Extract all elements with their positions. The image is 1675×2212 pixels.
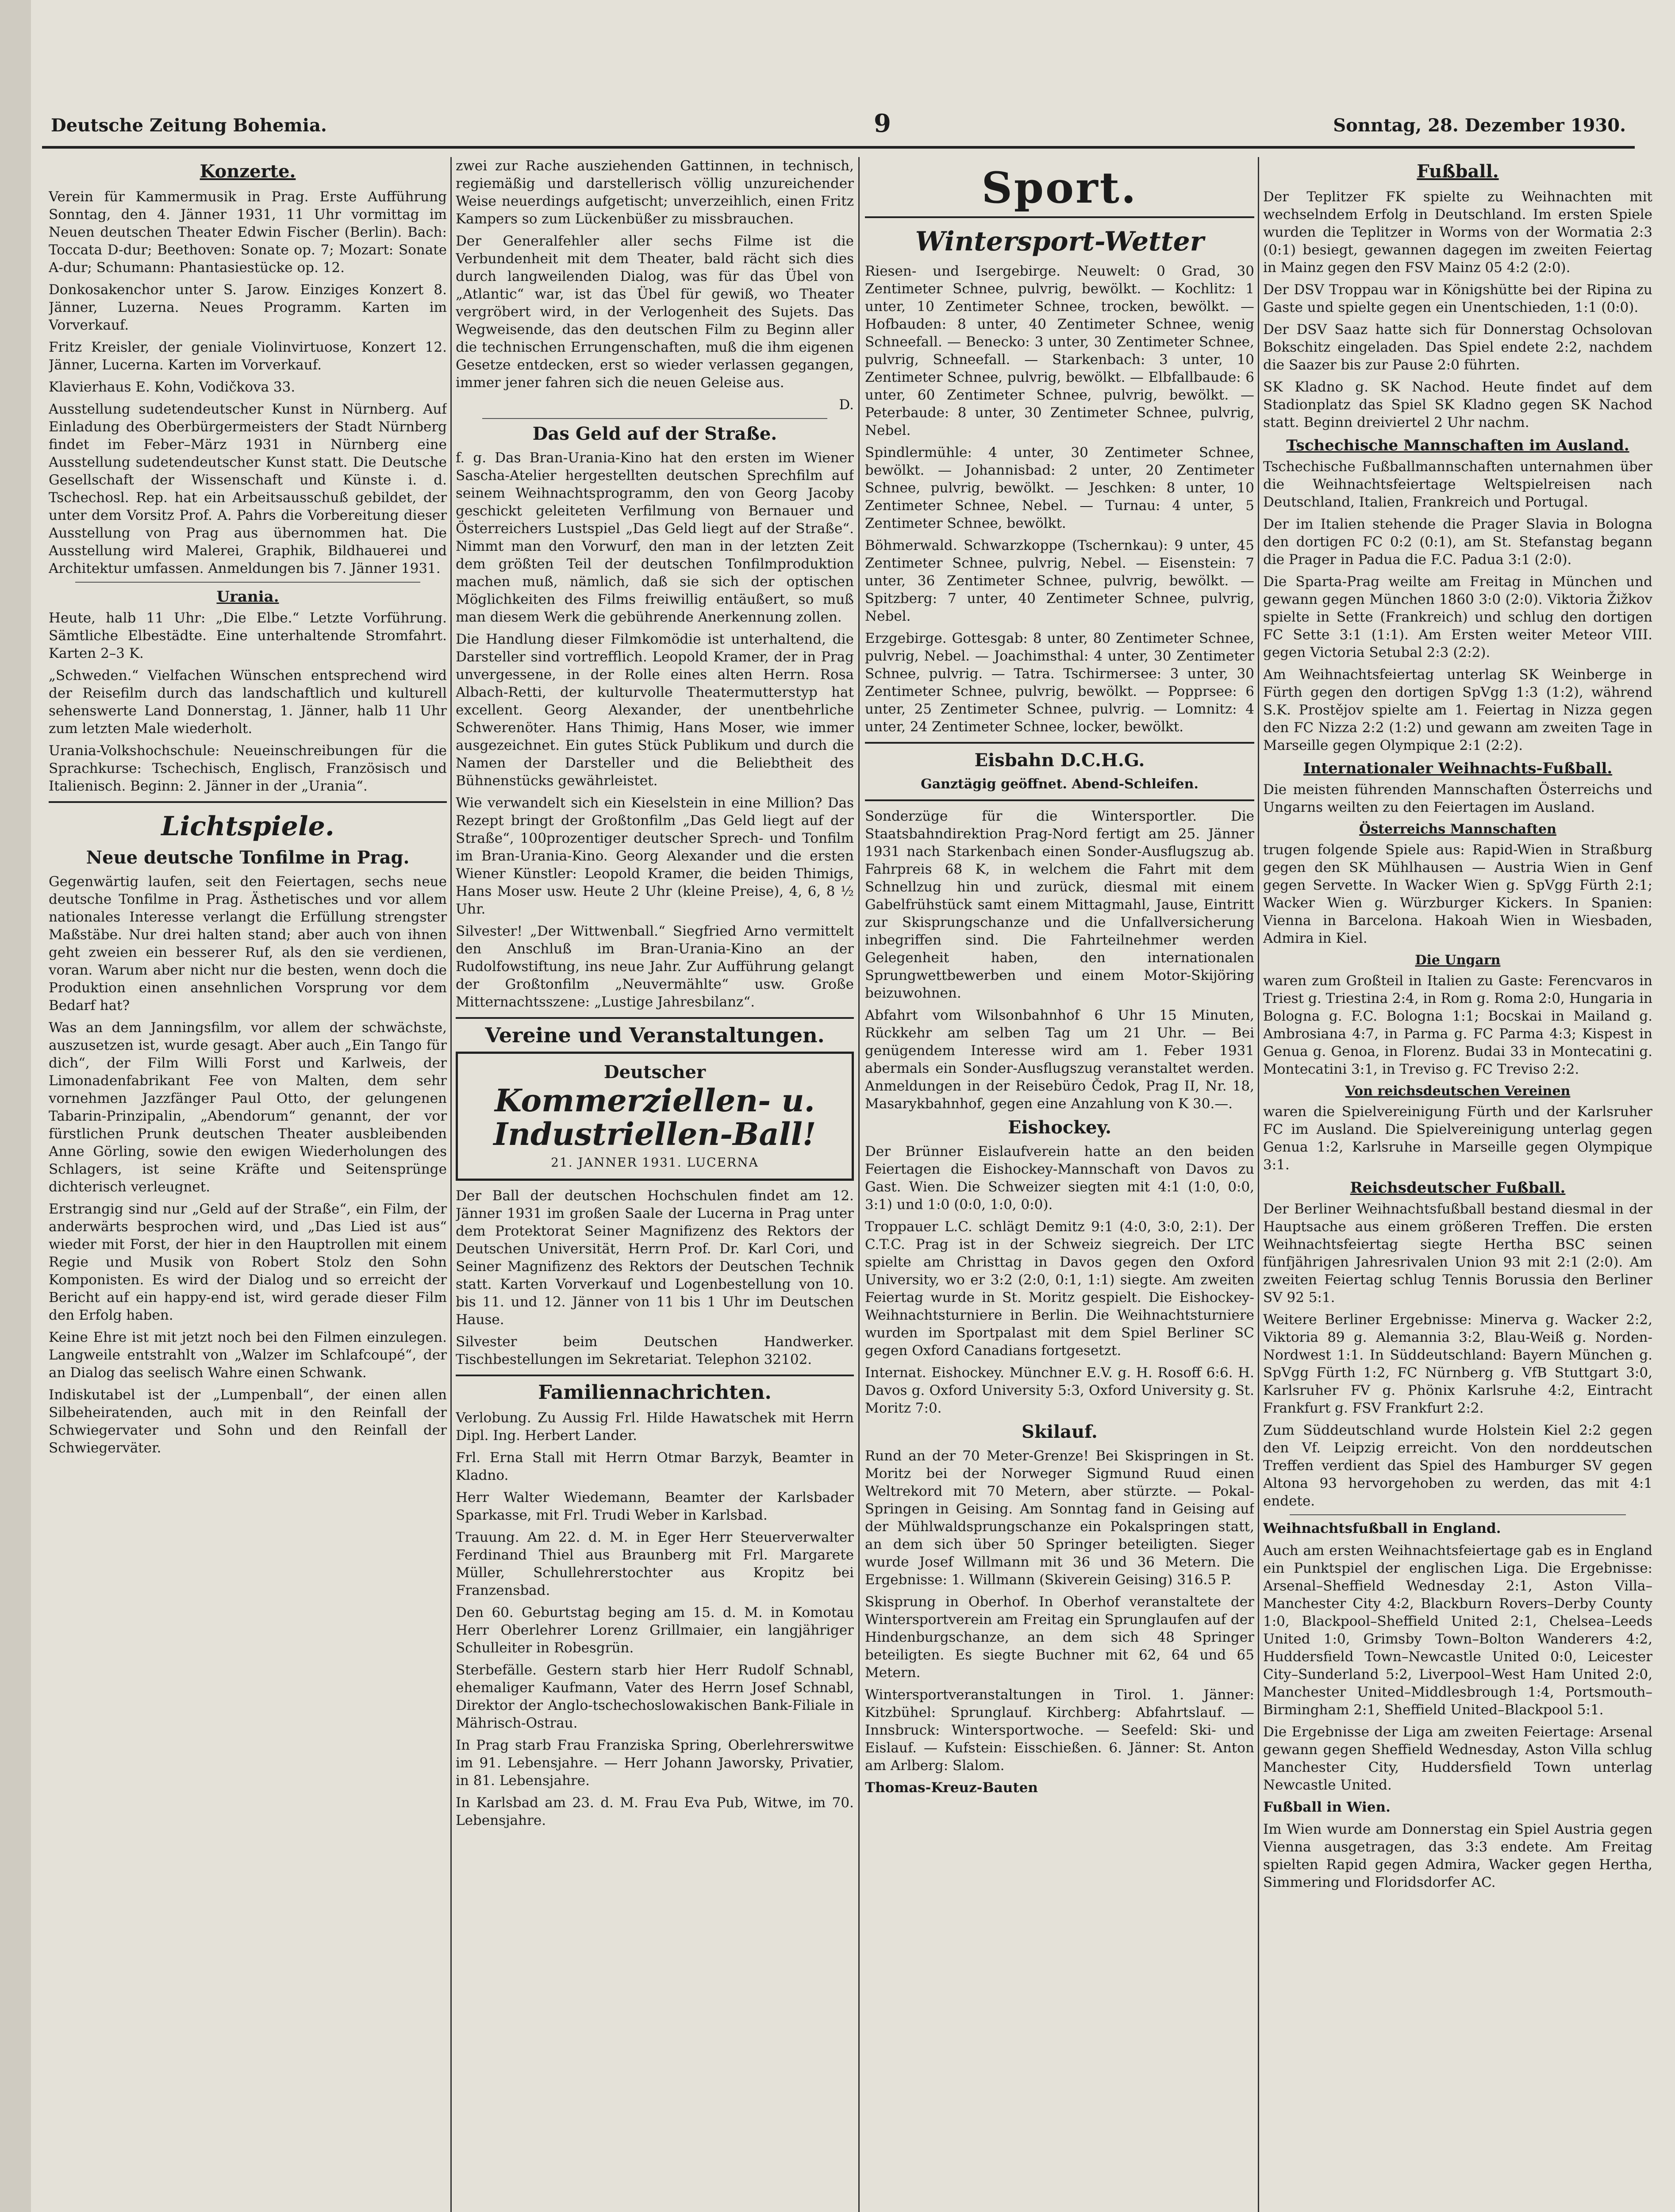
article-paragraph: Die Handlung dieser Filmkomödie ist unterhaltend, die Darsteller sind vortrefflich. Leopold Kramer, der in Prag unvergessene, in der Rolle eines alten Herrn. Rosa Albach-Retti, der kulturvolle Theatermutterstyp hat excellent. Georg Alexander, der unentbehrliche Schwerenöter. Hans Thimig, Hans Moser, wie immer ausgezeichnet. Ein gutes Stück Publikum und durch die Namen der Darsteller und die Beliebtheit des Bühnenstücks gewährleistet. <box>456 631 854 789</box>
column-rule <box>1258 157 1259 2212</box>
column-1 <box>49 157 447 2212</box>
divider <box>75 582 420 583</box>
article-paragraph: Weitere Berliner Ergebnisse: Minerva g. Wacker 2:2, Viktoria 89 g. Alemannia 3:2, Blau-Weiß g. Norden-Nordwest 1:1. In Süddeutschland: Bayern München g. SpVgg Fürth 1:2, FC Nürnberg g. VfB Stuttgart 3:0, Karlsruher FV g. Phönix Karlsruhe 4:2, Eintracht Frankfurt g. FSV Frankfurt 2:2. <box>1263 1312 1652 1416</box>
article-paragraph: Der im Italien stehende die Prager Slavia in Bologna den dortigen FC 0:2 (0:1), am St. Stefanstag begann die Prager in Padua die F.C. Padua 3:1 (2:0). <box>1263 516 1652 568</box>
article-paragraph: Silvester! „Der Wittwenball.“ Siegfried Arno vermittelt den Anschluß im Bran-Urania-Kino an der Rudolfowstiftung, ins neue Jahr. Zur Aufführung gelangt der Großtonfilm „Neuvermählte“ usw. Große Mitternachtsszene: „Lustige Jahresbilanz“. <box>456 923 854 1010</box>
divider <box>865 216 1254 218</box>
section-title-eishockey: Eishockey. <box>1007 1117 1112 1138</box>
article-paragraph: Die Ergebnisse der Liga am zweiten Feiertage: Arsenal gewann gegen Sheffield Wednesday, Aston Villa schlug Manchester City, Huddersfield Town unterlag Newcastle United. <box>1263 1724 1652 1793</box>
section-title-vereine: Vereine und Veranstaltungen. <box>485 1023 825 1047</box>
sport-masthead: Sport. <box>981 163 1138 213</box>
ad-line: Deutscher <box>603 1062 706 1083</box>
article-paragraph: Verlobung. Zu Aussig Frl. Hilde Hawatschek mit Herrn Dipl. Ing. Herbert Lander. <box>456 1410 854 1444</box>
article-paragraph: Der DSV Saaz hatte sich für Donnerstag Ochsolovan Bokschitz eingeladen. Das Spiel endete 2:2, nachdem die Saazer bis zur Pause 2:0 führten. <box>1263 322 1652 373</box>
column-3 <box>865 157 1254 2212</box>
article-headline: Fußball in Wien. <box>1263 1799 1391 1815</box>
divider <box>49 801 447 803</box>
article-paragraph: Tschechische Fußballmannschaften unternahmen über die Weihnachtsfeiertage Weltspielreisen nach Deutschland, Italien, Frankreich und Portugal. <box>1263 459 1652 510</box>
section-title-fussball: Fußball. <box>1417 161 1499 182</box>
page-edge <box>0 0 31 2212</box>
article-paragraph: Spindlermühle: 4 unter, 30 Zentimeter Schnee, bewölkt. — Johannisbad: 2 unter, 20 Zentimeter Schnee, pulvrig, bewölkt. — Jeschken: 8 unter, 10 Zentimeter Schnee, Nebel. — Turnau: 4 unter, 5 Zentimeter Schnee, bewölkt. <box>865 445 1254 531</box>
divider <box>456 1017 854 1019</box>
divider <box>865 799 1254 801</box>
article-paragraph: Herr Walter Wiedemann, Beamter der Karlsbader Sparkasse, mit Frl. Trudi Weber in Karlsbad. <box>456 1490 854 1523</box>
article-paragraph: Trauung. Am 22. d. M. in Eger Herr Steuerverwalter Ferdinand Thiel aus Braunberg mit Frl. Margarete Müller, Schullehrerstochter aus Kropitz bei Franzensbad. <box>456 1529 854 1598</box>
article-paragraph: Indiskutabel ist der „Lumpenball“, der einen allen Silbeheiratenden, auch mit in den Reinfall der Schwiegervater und Sohn und den Reinfall der Schwiegerväter. <box>49 1387 447 1456</box>
column-rule <box>858 157 860 2212</box>
article-paragraph: Erstrangig sind nur „Geld auf der Straße“, ein Film, der anderwärts besprochen wird, und „Das Lied ist aus“ wieder mit Forst, der hier in den Hauptrollen mit einem Regie und Musik von Robert Stolz den Sohn Komponisten. Es wird der Dialog und so erreicht der Bericht auf ein happy-end ist, wird gerade dieser Film den Erfolg haben. <box>49 1201 447 1323</box>
article-paragraph: Skisprung in Oberhof. In Oberhof veranstaltete der Wintersportverein am Freitag ein Sprunglaufen auf der Hindenburgschanze, an dem sich 48 Springer beteiligten. Es siegte Buchner mit 62, 64 und 65 Metern. <box>865 1594 1254 1681</box>
article-paragraph: Der Generalfehler aller sechs Filme ist die Verbundenheit mit dem Theater, bald rächt sich dies durch langweilenden Dialog, was für das Übel von „Atlantic“ war, ist das Übel für gewiß, wo Theater vergröbert wird, in der Verlogenheit des Sujets. Das Wegweisende, das den deutschen Film zu Beginn aller die technischen Errungenschaften, muß die ihm eigenen Gesetze entdecken, erst so wieder verlassen gegangen, immer jener fahren sich die neuen Geleise aus. <box>456 233 854 391</box>
article-paragraph: Der Berliner Weihnachtsfußball bestand diesmal in der Hauptsache aus einem größeren Treffen. Die ersten Weihnachtsfeiertag siegte Hertha BSC seinen fünfjährigen Jahresrivalen Union 93 mit 2:1 (2:0). Am zweiten Feiertag schlug Tennis Borussia den Berliner SV 92 5:1. <box>1263 1201 1652 1306</box>
article-paragraph: SK Kladno g. SK Nachod. Heute findet auf dem Stadionplatz das Spiel SK Kladno gegen SK Nachod statt. Beginn dreiviertel 2 Uhr nachm. <box>1263 379 1652 430</box>
article-paragraph: Auch am ersten Weihnachtsfeiertage gab es in England ein Punktspiel der englischen Liga. Die Ergebnisse: Arsenal–Sheffield Wednesday 2:1, Aston Villa–Manchester City 4:2, Blackburn Rovers–Derby County 1:0, Blackpool–Sheffield United 2:1, Chelsea–Leeds United 1:0, Grimsby Town–Bolton Wanderers 4:2, Huddersfield Town–Newcastle United 0:0, Leicester City–Sunderland 5:2, Liverpool–West Ham United 2:0, Manchester United–Middlesbrough 1:4, Portsmouth–Birmingham 2:1, Sheffield United–Blackpool 5:1. <box>1263 1543 1652 1718</box>
divider <box>456 1375 854 1376</box>
article-subheading: Von reichsdeutschen Vereinen <box>1345 1083 1571 1099</box>
article-paragraph: Rund an der 70 Meter-Grenze! Bei Skispringen in St. Moritz bei der Norweger Sigmund Ruud einen Weltrekord mit 70 Metern, aber stürzte. — Pokal-Springen in Geising. Am Sonntag fand in Geising auf der Mühlwaldsprungschanze ein Pokalspringen statt, an dem sich über 50 Springer beteiligten. Sieger wurde Josef Willmann mit 36 und 36 Metern. Die Ergebnisse: 1. Willmann (Skiverein Geising) 316.5 P. <box>865 1448 1254 1588</box>
article-paragraph: Am Weihnachtsfeiertag unterlag SK Weinberge in Fürth gegen den dortigen SpVgg 1:3 (1:2), während S.K. Prostějov spielte am 1. Feiertag in Nizza gegen den FC Nizza 2:2 (1:2) und gewann am zweiten Tage in Marseille gegen Olympique 2:1 (2:2). <box>1263 667 1652 753</box>
article-paragraph: Silvester beim Deutschen Handwerker. Tischbestellungen im Sekretariat. Telephon 32102. <box>456 1334 854 1367</box>
article-paragraph: „Schweden.“ Vielfachen Wünschen entsprechend wird der Reisefilm durch das landschaftlich und kulturell sehenswerte Land Donnerstag, 1. Jänner, halb 11 Uhr zum letzten Male wiederholt. <box>49 668 447 737</box>
column-rule <box>450 157 452 2212</box>
ad-headline: Kommerziellen- u. Industriellen-Ball! <box>493 1082 816 1152</box>
article-paragraph: Die meisten führenden Mannschaften Österreichs und Ungarns weilten zu den Feiertagen im Ausland. <box>1263 782 1652 815</box>
section-title-familie: Familiennachrichten. <box>538 1381 772 1404</box>
column-2 <box>456 157 854 2212</box>
article-subheading: Die Ungarn <box>1415 952 1501 968</box>
article-paragraph: Heute, halb 11 Uhr: „Die Elbe.“ Letzte Vorführung. Sämtliche Elbestädte. Eine unterhaltende Stromfahrt. Karten 2–3 K. <box>49 610 447 661</box>
article-paragraph: Klavierhaus E. Kohn, Vodičkova 33. <box>49 379 296 395</box>
article-paragraph: In Karlsbad am 23. d. M. Frau Eva Pub, Witwe, im 70. Lebensjahre. <box>456 1795 854 1828</box>
article-paragraph: Urania-Volkshochschule: Neueinschreibungen für die Sprachkurse: Tschechisch, Englisch, Französisch und Italienisch. Beginn: 2. Jänner in der „Urania“. <box>49 743 447 794</box>
page-header <box>42 111 1635 149</box>
eisbahn-ad-title: Eisbahn D.C.H.G. <box>974 750 1145 771</box>
article-subheading: Österreichs Mannschaften <box>1359 822 1556 837</box>
article-paragraph: Riesen- und Isergebirge. Neuwelt: 0 Grad, 30 Zentimeter Schnee, pulvrig, bewölkt. — Kochlitz: 1 unter, 10 Zentimeter Schnee, trocken, bewölkt. — Hofbauden: 8 unter, 40 Zentimeter Schnee, wenig Schneefall. — Benecko: 3 unter, 30 Zentimeter Schnee, pulvrig, Schneefall. — Starkenbach: 3 unter, 10 Zentimeter Schnee, pulvrig, bewölkt. — Elbfallbaude: 6 unter, 60 Zentimeter Schnee, pulvrig, bewölkt. — Peterbaude: 8 unter, 30 Zentimeter Schnee, pulvrig, Nebel. <box>865 263 1254 438</box>
divider <box>482 418 827 419</box>
article-paragraph: Wie verwandelt sich ein Kieselstein in eine Million? Das Rezept bringt der Großtonfilm „Das Geld liegt auf der Straße“, 100prozentiger deutscher Sprech- und Tonfilm im Bran-Urania-Kino. Georg Alexander und die ersten Wiener Künstler: Leopold Kramer, die beiden Thimigs, Hans Moser usw. Heute 2 Uhr (kleine Preise), 4, 6, 8 ½ Uhr. <box>456 795 854 917</box>
article-paragraph: Internat. Eishockey. Münchner E.V. g. H. Rosoff 6:6. H. Davos g. Oxford University 5:3, Oxford University g. St. Moritz 7:0. <box>865 1365 1254 1416</box>
article-paragraph: trugen folgende Spiele aus: Rapid-Wien in Straßburg gegen den SK Mühlhausen — Austria Wien in Genf gegen Servette. In Wacker Wien g. SpVgg Fürth 2:1; Wacker Wien g. Würzburger Kickers. In Spanien: Vienna in Barcelona. Hakoah Wien in Wiesbaden, Admira in Kiel. <box>1263 842 1652 946</box>
article-paragraph: Der Ball der deutschen Hochschulen findet am 12. Jänner 1931 im großen Saale der Lucerna in Prag unter dem Protektorat Seiner Magnifizenz des Rektors der Deutschen Universität, Herrn Prof. Dr. Karl Cori, und Seiner Magnifizenz des Rektors der Deutschen Technik statt. Karten Vorverkauf und Logenbestellung von 10. bis 11. und 12. Jänner von 11 bis 1 Uhr im Deutschen Hause. <box>456 1188 854 1328</box>
article-headline: Internationaler Weihnachts-Fußball. <box>1303 760 1613 777</box>
article-paragraph: Wintersportveranstaltungen in Tirol. 1. Jänner: Kitzbühel: Sprunglauf. Kirchberg: Abfahrtslauf. — Innsbruck: Wintersportwoche. — Seefeld: Ski- und Eislauf. — Kufstein: Eisschießen. 6. Jänner: St. Anton am Arlberg: Slalom. <box>865 1687 1254 1774</box>
article-paragraph: Fritz Kreisler, der geniale Violinvirtuose, Konzert 12. Jänner, Lucerna. Karten im Vorverkauf. <box>49 339 447 373</box>
article-paragraph: waren zum Großteil in Italien zu Gaste: Ferencvaros in Triest g. Triestina 2:4, in Rom g. Roma 2:0, Hungaria in Bologna g. F.C. Bologna 1:1; Bocskai in Mailand g. Ambrosiana 4:7, in Parma g. FC Parma 4:3; Kispest in Genua g. Genoa, in Florenz. Budai 33 in Montecatini g. Montecatini 3:1, in Treviso g. FC Treviso 2:2. <box>1263 973 1652 1077</box>
page-number: 9 <box>874 109 891 138</box>
newspaper-name: Deutsche Zeitung Bohemia. <box>51 115 327 136</box>
article-paragraph: Erzgebirge. Gottesgab: 8 unter, 80 Zentimeter Schnee, pulvrig, Nebel. — Joachimsthal: 4 unter, 30 Zentimeter Schnee, pulvrig. — Tatra. Tschirmersee: 3 unter, 30 Zentimeter Schnee, pulvrig, bewölkt. — Popprsee: 6 unter, 25 Zentimeter Schnee, pulvrig. — Lomnitz: 4 unter, 24 Zentimeter Schnee, locker, bewölkt. <box>865 630 1254 735</box>
article-paragraph: Was an dem Janningsfilm, vor allem der schwächste, auszusetzen ist, wurde gesagt. Aber auch „Ein Tango für dich“, der Film Willi Forst und Karlweis, der Limonadenfabrikant Fee von Malten, dem sehr vornehmen Jazzfänger Paul Otto, der gelungenen Tabarin-Prinzipalin, „Abendorum“ genannt, der vor fürstlichen Prunk deutschen Theater ausbleibenden Anne Görling, sowie den ewigen Wiederholungen des Schlagers, ist seine Kräfte und Seitensprünge dichterisch verleugnet. <box>49 1020 447 1195</box>
article-paragraph: Troppauer L.C. schlägt Demitz 9:1 (4:0, 3:0, 2:1). Der C.T.C. Prag ist in der Schweiz siegreich. Der LTC spielte am Christtag in Davos gegen den Oxford University, wo er 3:2 (2:0, 0:1, 1:1) siegte. Am zweiten Feiertag wurde in St. Moritz gespielt. Die Eishockey-Weihnachtsturniere in Berlin. Die Weihnachtsturniere wurden im Sportpalast mit dem Spiel Berliner SC gegen Oxford Canadians fortgesetzt. <box>865 1219 1254 1359</box>
article-paragraph: Ausstellung sudetendeutscher Kunst in Nürnberg. Auf Einladung des Oberbürgermeisters der Stadt Nürnberg findet im Feber–März 1931 in Nürnberg eine Ausstellung sudetendeutscher Kunst statt. Die Deutsche Gesellschaft der Wissenschaft und Künste i. d. Tschechosl. Rep. hat ein Arbeitsausschuß gebildet, der unter dem Vorsitz Prof. A. Pahrs die Vorbereitung dieser Ausstellung von Prag aus übernommen hat. Die Ausstellung wird Malerei, Graphik, Bildhauerei und Architektur umfassen. Anmeldungen bis 7. Jänner 1931. <box>49 401 447 576</box>
article-paragraph: Frl. Erna Stall mit Herrn Otmar Barzyk, Beamter in Kladno. <box>456 1450 854 1483</box>
article-paragraph: Abfahrt vom Wilsonbahnhof 6 Uhr 15 Minuten, Rückkehr am selben Tag um 21 Uhr. — Bei genügendem Interesse wird am 1. Feber 1931 abermals ein Sonder-Ausflugszug veranstaltet werden. Anmeldungen in der Reisebüro Čedok, Prag II, Nr. 18, Masarykbahnhof, gegen eine Anzahlung von K 30.—. <box>865 1007 1254 1112</box>
author-signature: D. <box>839 397 854 413</box>
article-paragraph: zwei zur Rache ausziehenden Gattinnen, in technisch, regiemäßig und darstellerisch völlig unzureichender Weise neuerdings aufgetischt; unverzeihlich, einen Fritz Kampers so zum Lückenbüßer zu missbrauchen. <box>456 158 854 227</box>
article-paragraph: Der DSV Troppau war in Königshütte bei der Ripina zu Gaste und spielte gegen ein Unentschieden, 1:1 (0:0). <box>1263 282 1652 315</box>
article-paragraph: Der Brünner Eislaufverein hatte an den beiden Feiertagen die Eishockey-Mannschaft von Davos zu Gast. Wien. Die Schweizer siegten mit 4:1 (1:0, 0:0, 3:1) und 1:0 (0:0, 1:0, 0:0). <box>865 1144 1254 1213</box>
article-paragraph: Sterbefälle. Gestern starb hier Herr Rudolf Schnabl, ehemaliger Kaufmann, Vater des Herrn Josef Schnabl, Direktor der Anglo-tschechoslowakischen Bank-Filiale in Mährisch-Ostrau. <box>456 1662 854 1731</box>
eisbahn-ad-subtitle: Ganztägig geöffnet. Abend-Schleifen. <box>921 776 1199 792</box>
ad-date-venue: 21. JANNER 1931. LUCERNA <box>551 1155 759 1170</box>
article-paragraph: Donkosakenchor unter S. Jarow. Einziges Konzert 8. Jänner, Luzerna. Neues Programm. Karten im Vorverkauf. <box>49 282 447 333</box>
section-title-wetter: Wintersport-Wetter <box>915 226 1204 257</box>
article-paragraph: Im Wien wurde am Donnerstag ein Spiel Austria gegen Vienna ausgetragen, das 3:3 endete. Am Freitag spielten Rapid gegen Admira, Wacker gegen Hertha, Simmering und Floridsdorfer AC. <box>1263 1821 1652 1890</box>
article-paragraph: Zum Süddeutschland wurde Holstein Kiel 2:2 gegen den Vf. Leipzig erreicht. Von den norddeutschen Treffen verdient das Spiel des Hamburger SV gegen Altona 93 hervorgehoben zu werden, das mit 4:1 endete. <box>1263 1422 1652 1509</box>
article-paragraph: Den 60. Geburtstag beging am 15. d. M. in Komotau Herr Oberlehrer Lorenz Grillmaier, ein langjähriger Schulleiter in Robesgrün. <box>456 1605 854 1656</box>
divider <box>865 742 1254 744</box>
article-paragraph: Gegenwärtig laufen, seit den Feiertagen, sechs neue deutsche Tonfilme in Prag. Ästhetisches und vor allem nationales Interesse verlangt die Erfüllung strengster Maßstäbe. Nur drei halten stand; aber auch von ihnen geht zweien ein besserer Ruf, als den sie verdienen, voran. Warum aber nicht nur die besten, wenn doch die Produktion einen ansehnlichen Vorsprung vor dem Bedarf hat? <box>49 874 447 1014</box>
article-paragraph: In Prag starb Frau Franziska Spring, Oberlehrerswitwe im 91. Lebensjahre. — Herr Johann Jaworsky, Privatier, in 81. Lebensjahre. <box>456 1737 854 1789</box>
article-headline: Das Geld auf der Straße. <box>532 423 777 444</box>
article-paragraph: Die Sparta-Prag weilte am Freitag in München und gewann gegen München 1860 3:0 (2:0). Viktoria Žižkov spielte in Sette (Frankreich) und schlug den dortigen FC Sette 3:1 (1:1). Am Ersten weiter Meteor VIII. gegen Victoria Setubal 2:3 (2:2). <box>1263 574 1652 661</box>
divider <box>1290 1514 1626 1515</box>
article-headline: Tschechische Mannschaften im Ausland. <box>1286 437 1629 454</box>
footer-advertisement: Thomas-Kreuz-Bauten <box>865 1780 1038 1796</box>
article-headline: Reichsdeutscher Fußball. <box>1350 1179 1566 1197</box>
article-paragraph: waren die Spielvereinigung Fürth und der Karlsruher FC im Ausland. Die Spielvereinigung unterlag gegen Genua 1:2, Karlsruhe in Marseille gegen Olympique 3:1. <box>1263 1104 1652 1173</box>
section-title-urania: Urania. <box>216 588 279 606</box>
section-title-lichtspiele: Lichtspiele. <box>161 811 334 842</box>
section-title-konzerte: Konzerte. <box>200 161 296 182</box>
article-headline: Weihnachtsfußball in England. <box>1263 1521 1501 1536</box>
article-paragraph: Sonderzüge für die Wintersportler. Die Staatsbahndirektion Prag-Nord fertigt am 25. Jänner 1931 nach Starkenbach einen Sonder-Ausflugszug ab. Fahrpreis 68 K, in welchem die Fahrt mit dem Schnellzug hin und zurück, diesmal mit einem Gabelfrühstück samt einem Mittagmahl, Jause, Eintritt zur Skisprungschanze und die Unfallversicherung inbegriffen sind. Die Fahrteilnehmer werden Gelegenheit haben, den internationalen Sprungwettbewerben und einem Motor-Skijöring beizuwohnen. <box>865 808 1254 1001</box>
article-paragraph: Verein für Kammermusik in Prag. Erste Aufführung Sonntag, den 4. Jänner 1931, 11 Uhr vormittag im Neuen deutschen Theater Edwin Fischer (Berlin). Bach: Toccata D-dur; Beethoven: Sonate op. 7; Mozart: Sonate A-dur; Schumann: Phantasiestücke op. 12. <box>49 189 447 276</box>
column-4 <box>1263 157 1652 2212</box>
article-paragraph: f. g. Das Bran-Urania-Kino hat den ersten im Wiener Sascha-Atelier hergestellten deutschen Sprechfilm auf seinem Weihnachtsprogramm, den von Georg Jacoby geschickt geleiteten Verfilmung von Bernauer und Österreichers Lustspiel „Das Geld liegt auf der Straße“. Nimmt man den Vorwurf, den man in der letzten Zeit dem größten Teil der deutschen Tonfilmproduktion machen muß, nämlich, daß sie sich der optischen Möglichkeiten des Films freiwillig entäußert, so muß man diesem Werk die gebührende Anerkennung zollen. <box>456 450 854 625</box>
article-paragraph: Keine Ehre ist mit jetzt noch bei den Filmen einzulegen. Langweile entstrahlt von „Walzer im Schlafcoupé“, der an Dialog das seelisch Wahre einen Schwank. <box>49 1329 447 1381</box>
article-headline: Neue deutsche Tonfilme in Prag. <box>86 847 410 868</box>
ball-advertisement <box>456 1052 854 1181</box>
issue-date: Sonntag, 28. Dezember 1930. <box>1333 115 1626 136</box>
section-title-skilauf: Skilauf. <box>1022 1421 1098 1442</box>
article-paragraph: Der Teplitzer FK spielte zu Weihnachten mit wechselndem Erfolg in Deutschland. Im ersten Spiele wurden die Teplitzer in Worms von der Wormatia 2:3 (0:1) besiegt, gewannen dagegen im zweiten Feiertag in Mainz gegen den FSV Mainz 05 4:2 (2:0). <box>1263 189 1652 276</box>
article-paragraph: Böhmerwald. Schwarzkoppe (Tschernkau): 9 unter, 45 Zentimeter Schnee, pulvrig, Nebel. — Eisenstein: 7 unter, 36 Zentimeter Schnee, pulvrig, bewölkt. — Spitzberg: 7 unter, 40 Zentimeter Schnee, pulvrig, Nebel. <box>865 538 1254 624</box>
